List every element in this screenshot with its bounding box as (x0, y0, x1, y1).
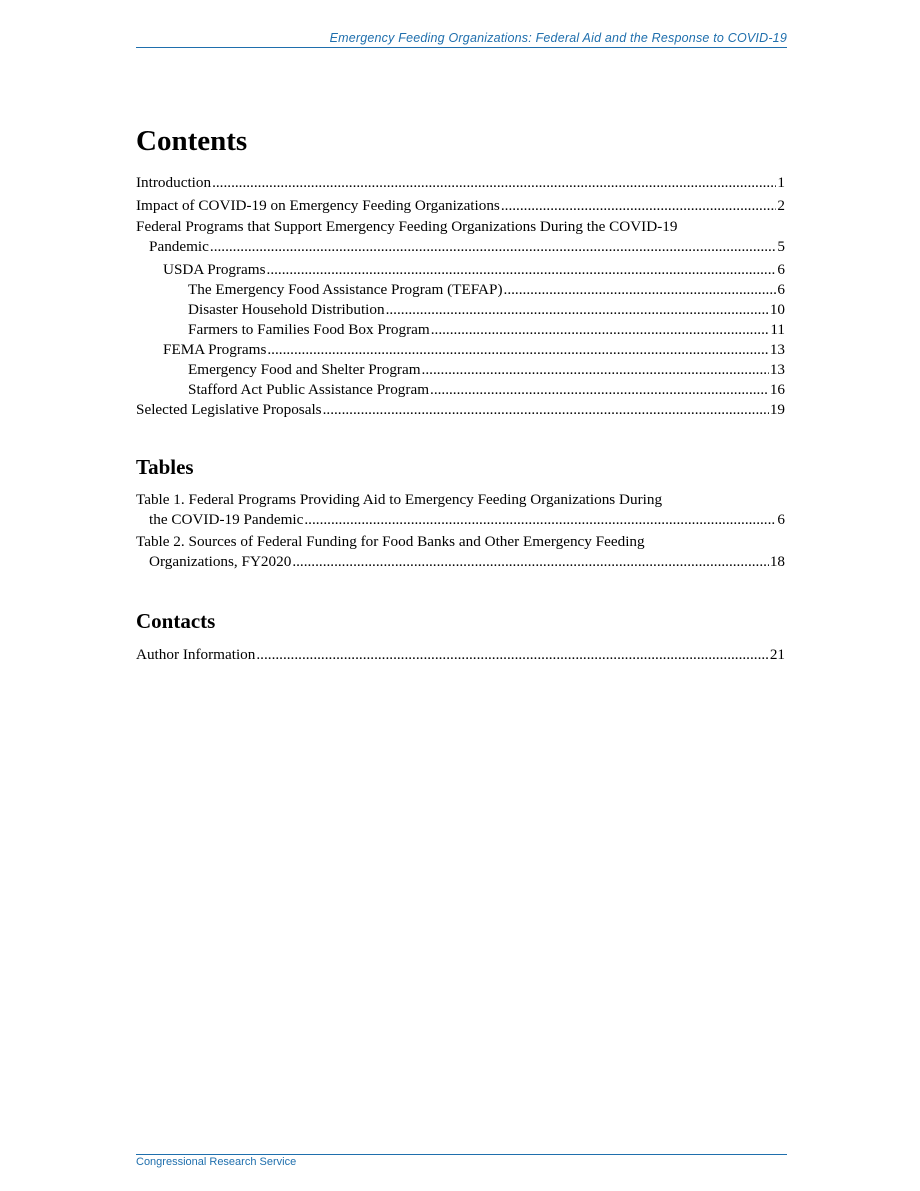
toc-entry-fema-programs[interactable] (136, 340, 785, 360)
toc-page-number: 11 (770, 321, 785, 338)
leader-dots (256, 645, 768, 665)
contacts-heading: Contacts (136, 609, 216, 633)
toc-entry-label-line1: Table 2. Sources of Federal Funding for Food Banks and Other Emergency Feeding (136, 533, 645, 550)
toc-page-number: 5 (777, 238, 785, 255)
leader-dots (386, 300, 769, 320)
toc-page-number: 16 (769, 381, 785, 398)
toc-entry-table-2[interactable] (136, 532, 785, 572)
toc-entry-legislative-proposals[interactable] (136, 400, 785, 420)
tables-list (136, 490, 785, 572)
running-header: Emergency Feeding Organizations: Federal Aid and the Response to COVID-19 (136, 30, 787, 48)
toc-entry-stafford-act[interactable] (136, 380, 785, 400)
leader-dots (430, 380, 769, 400)
toc-entry-label: the COVID-19 Pandemic (149, 511, 304, 528)
toc-entry-usda-programs[interactable] (136, 260, 785, 280)
toc-entry-label: Impact of COVID-19 on Emergency Feeding Organizations (136, 197, 500, 214)
leader-dots (504, 280, 777, 300)
leader-dots (422, 360, 769, 380)
toc-page-number: 6 (777, 261, 785, 278)
toc-page-number: 10 (769, 301, 785, 318)
toc-entry-food-box[interactable] (136, 320, 785, 340)
leader-dots (292, 552, 769, 572)
toc-entry-label: Organizations, FY2020 (149, 553, 292, 570)
leader-dots (267, 260, 777, 280)
toc-entry-label: Disaster Household Distribution (188, 301, 385, 318)
toc-entry-introduction[interactable] (136, 173, 785, 193)
toc-page-number: 6 (777, 281, 785, 298)
leader-dots (304, 510, 776, 530)
toc-entry-author-information[interactable] (136, 645, 785, 665)
toc-entry-label: Introduction (136, 174, 212, 191)
toc-entry-label: Stafford Act Public Assistance Program (188, 381, 430, 398)
toc-page-number: 13 (769, 341, 785, 358)
contents-heading: Contents (136, 125, 248, 157)
toc-entry-label: Pandemic (149, 238, 209, 255)
toc-entry-label-line1: Federal Programs that Support Emergency Feeding Organizations During the COVID-19 (136, 218, 678, 235)
toc-page-number: 6 (777, 511, 785, 528)
toc-entry-disaster-household[interactable] (136, 300, 785, 320)
toc-entry-tefap[interactable] (136, 280, 785, 300)
toc-page-number: 18 (769, 553, 785, 570)
leader-dots (210, 237, 777, 257)
toc-entry-federal-programs[interactable] (136, 217, 785, 257)
toc-entry-label: The Emergency Food Assistance Program (TEFAP) (188, 281, 503, 298)
leader-dots (267, 340, 768, 360)
leader-dots (212, 173, 776, 193)
toc-entry-label: Emergency Food and Shelter Program (188, 361, 421, 378)
toc-entry-label: FEMA Programs (163, 341, 267, 358)
toc-entry-label: Farmers to Families Food Box Program (188, 321, 430, 338)
toc-entry-label-line1: Table 1. Federal Programs Providing Aid to Emergency Feeding Organizations During (136, 491, 663, 508)
toc-entry-table-1[interactable] (136, 490, 785, 530)
contents-list (136, 173, 785, 420)
toc-entry-label: USDA Programs (163, 261, 266, 278)
toc-page-number: 13 (769, 361, 785, 378)
toc-page-number: 2 (777, 197, 785, 214)
toc-page-number: 19 (769, 401, 785, 418)
toc-entry-efsp[interactable] (136, 360, 785, 380)
toc-entry-label: Selected Legislative Proposals (136, 401, 322, 418)
toc-page-number: 21 (769, 646, 785, 663)
toc-page-number: 1 (777, 174, 785, 191)
running-footer: Congressional Research Service (136, 1154, 787, 1168)
leader-dots (431, 320, 770, 340)
contacts-list (136, 645, 785, 665)
toc-entry-label: Author Information (136, 646, 256, 663)
leader-dots (323, 400, 769, 420)
tables-heading: Tables (136, 455, 194, 479)
leader-dots (501, 196, 777, 216)
toc-entry-impact[interactable] (136, 196, 785, 216)
